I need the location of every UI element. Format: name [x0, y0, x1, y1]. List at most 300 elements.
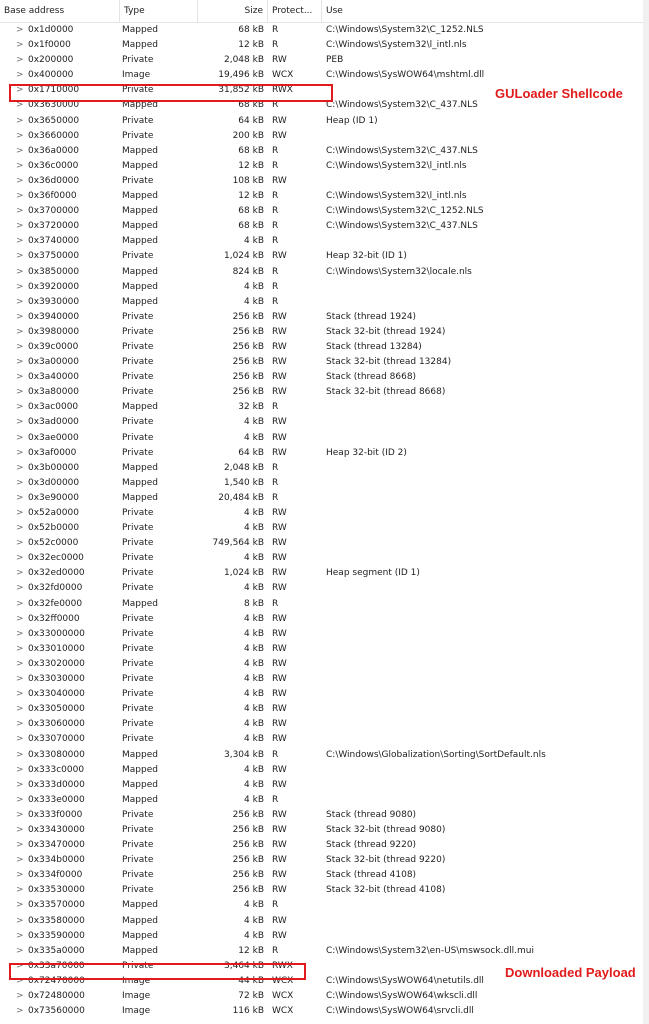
- table-row[interactable]: [0, 114, 643, 129]
- table-row[interactable]: [0, 521, 643, 536]
- base-address-cell: 0x33060000: [28, 719, 85, 730]
- type-cell: Mapped: [122, 221, 158, 232]
- protection-cell: RW: [272, 824, 287, 835]
- table-row[interactable]: [0, 189, 643, 204]
- use-cell: C:\Windows\System32\C_437.NLS: [326, 145, 478, 156]
- expand-arrow-icon[interactable]: >: [16, 191, 24, 202]
- expand-arrow-icon[interactable]: >: [16, 553, 24, 564]
- type-cell: Private: [122, 658, 154, 669]
- table-row[interactable]: [0, 612, 643, 627]
- expand-arrow-icon[interactable]: >: [16, 25, 24, 35]
- expand-arrow-icon[interactable]: >: [16, 100, 24, 111]
- expand-arrow-icon[interactable]: >: [16, 689, 24, 700]
- base-address-cell: 0x32fe0000: [28, 598, 83, 609]
- type-cell: Private: [122, 583, 154, 594]
- table-row[interactable]: [0, 53, 643, 68]
- size-cell: 4 kB: [244, 658, 264, 669]
- size-cell: 64 kB: [238, 447, 264, 458]
- base-address-cell: 0x3930000: [28, 296, 80, 307]
- type-cell: Private: [122, 326, 154, 337]
- use-cell: C:\Windows\System32\C_1252.NLS: [326, 206, 484, 217]
- expand-arrow-icon[interactable]: >: [16, 749, 24, 760]
- size-cell: 4 kB: [244, 764, 264, 775]
- type-cell: Mapped: [122, 40, 158, 51]
- size-cell: 4 kB: [244, 779, 264, 790]
- size-cell: 4 kB: [244, 734, 264, 745]
- expand-arrow-icon[interactable]: >: [16, 160, 24, 171]
- type-cell: Mapped: [122, 145, 158, 156]
- protection-cell: RW: [272, 115, 287, 126]
- size-cell: 256 kB: [232, 387, 264, 398]
- table-row[interactable]: [0, 265, 643, 280]
- protection-cell: R: [272, 402, 279, 413]
- base-address-cell: 0x33010000: [28, 643, 85, 654]
- expand-arrow-icon[interactable]: >: [16, 704, 24, 715]
- table-row[interactable]: [0, 249, 643, 264]
- expand-arrow-icon[interactable]: >: [16, 432, 24, 443]
- type-cell: Private: [122, 628, 154, 639]
- table-row[interactable]: [0, 581, 643, 596]
- protection-cell: R: [272, 477, 279, 488]
- base-address-cell: 0x335a0000: [28, 945, 85, 956]
- protection-cell: RW: [272, 613, 287, 624]
- expand-arrow-icon[interactable]: >: [16, 251, 24, 262]
- type-cell: Mapped: [122, 266, 158, 277]
- protection-cell: RW: [272, 508, 287, 518]
- base-address-cell: 0x3660000: [28, 130, 80, 141]
- expand-arrow-icon[interactable]: >: [16, 794, 24, 805]
- base-address-cell: 0x33070000: [28, 734, 85, 745]
- type-cell: Image: [122, 975, 151, 986]
- table-row[interactable]: [0, 174, 643, 189]
- expand-arrow-icon[interactable]: >: [16, 885, 24, 896]
- table-row[interactable]: [0, 853, 643, 868]
- table-row[interactable]: [0, 989, 643, 1004]
- expand-arrow-icon[interactable]: >: [16, 70, 24, 81]
- expand-arrow-icon[interactable]: >: [16, 809, 24, 820]
- size-cell: 4 kB: [244, 719, 264, 730]
- type-cell: Mapped: [122, 930, 158, 941]
- table-row[interactable]: [0, 944, 643, 959]
- table-row[interactable]: [0, 748, 643, 763]
- type-cell: Private: [122, 508, 154, 518]
- protection-cell: R: [272, 492, 279, 503]
- use-cell: C:\Windows\SysWOW64\srvcli.dll: [326, 1006, 474, 1017]
- column-header-size[interactable]: Size: [198, 0, 268, 22]
- size-cell: 68 kB: [238, 206, 264, 217]
- table-row[interactable]: [0, 385, 643, 400]
- table-row[interactable]: [0, 204, 643, 219]
- expand-arrow-icon[interactable]: >: [16, 658, 24, 669]
- protection-cell: RW: [272, 130, 287, 141]
- expand-arrow-icon[interactable]: >: [16, 764, 24, 775]
- expand-arrow-icon[interactable]: >: [16, 628, 24, 639]
- base-address-cell: 0x400000: [28, 70, 74, 81]
- type-cell: Mapped: [122, 100, 158, 111]
- size-cell: 256 kB: [232, 357, 264, 368]
- expand-arrow-icon[interactable]: >: [16, 598, 24, 609]
- size-cell: 4 kB: [244, 583, 264, 594]
- type-cell: Mapped: [122, 900, 158, 911]
- base-address-cell: 0x33050000: [28, 704, 85, 715]
- expand-arrow-icon[interactable]: >: [16, 991, 24, 1001]
- size-cell: 4 kB: [244, 508, 264, 518]
- base-address-cell: 0x333d0000: [28, 779, 85, 790]
- size-cell: 256 kB: [232, 809, 264, 820]
- base-address-cell: 0x36d0000: [28, 175, 80, 186]
- expand-arrow-icon[interactable]: >: [16, 326, 24, 337]
- type-cell: Private: [122, 130, 154, 141]
- table-row[interactable]: [0, 144, 643, 159]
- table-row[interactable]: [0, 340, 643, 355]
- expand-arrow-icon[interactable]: >: [16, 402, 24, 413]
- expand-arrow-icon[interactable]: >: [16, 477, 24, 488]
- size-cell: 1,024 kB: [223, 568, 264, 579]
- size-cell: 749,564 kB: [212, 538, 264, 549]
- size-cell: 68 kB: [238, 221, 264, 232]
- expand-arrow-icon[interactable]: >: [16, 855, 24, 866]
- expand-arrow-icon[interactable]: >: [16, 387, 24, 398]
- vertical-scrollbar[interactable]: [643, 0, 649, 1024]
- protection-cell: RWX: [272, 85, 293, 96]
- expand-arrow-icon[interactable]: >: [16, 508, 24, 518]
- table-row[interactable]: [0, 702, 643, 717]
- base-address-cell: 0x3a00000: [28, 357, 79, 368]
- table-row[interactable]: [0, 310, 643, 325]
- expand-arrow-icon[interactable]: >: [16, 930, 24, 941]
- type-cell: Mapped: [122, 477, 158, 488]
- use-cell: Stack 32-bit (thread 4108): [326, 885, 446, 896]
- table-row[interactable]: [0, 400, 643, 415]
- table-row[interactable]: [0, 129, 643, 144]
- table-row[interactable]: [0, 551, 643, 566]
- protection-cell: RWX: [272, 960, 293, 971]
- expand-arrow-icon[interactable]: >: [16, 960, 24, 971]
- table-row[interactable]: [0, 823, 643, 838]
- type-cell: Image: [122, 991, 151, 1001]
- table-row[interactable]: [0, 219, 643, 234]
- base-address-cell: 0x200000: [28, 55, 74, 66]
- protection-cell: RW: [272, 523, 287, 534]
- size-cell: 8 kB: [244, 598, 264, 609]
- base-address-cell: 0x3e90000: [28, 492, 79, 503]
- type-cell: Private: [122, 704, 154, 715]
- table-row[interactable]: [0, 657, 643, 672]
- protection-cell: RW: [272, 357, 287, 368]
- type-cell: Private: [122, 311, 154, 322]
- use-cell: Stack 32-bit (thread 8668): [326, 387, 446, 398]
- base-address-cell: 0x3d00000: [28, 477, 80, 488]
- table-row[interactable]: [0, 627, 643, 642]
- table-row[interactable]: [0, 23, 643, 38]
- use-cell: C:\Windows\System32\l_intl.nls: [326, 160, 467, 171]
- size-cell: 256 kB: [232, 870, 264, 881]
- expand-arrow-icon[interactable]: >: [16, 447, 24, 458]
- expand-arrow-icon[interactable]: >: [16, 840, 24, 851]
- column-header-use[interactable]: Use: [326, 6, 343, 16]
- type-cell: Private: [122, 372, 154, 383]
- base-address-cell: 0x33590000: [28, 930, 85, 941]
- type-cell: Mapped: [122, 764, 158, 775]
- table-row[interactable]: [0, 476, 643, 491]
- base-address-cell: 0x1f0000: [28, 40, 71, 51]
- protection-cell: R: [272, 25, 279, 35]
- size-cell: 4 kB: [244, 900, 264, 911]
- expand-arrow-icon[interactable]: >: [16, 945, 24, 956]
- expand-arrow-icon[interactable]: >: [16, 311, 24, 322]
- table-row[interactable]: [0, 838, 643, 853]
- table-row[interactable]: [0, 687, 643, 702]
- table-row[interactable]: [0, 295, 643, 310]
- size-cell: 12 kB: [238, 191, 264, 202]
- expand-arrow-icon[interactable]: >: [16, 85, 24, 96]
- type-cell: Private: [122, 251, 154, 262]
- table-row[interactable]: [0, 1004, 643, 1019]
- use-cell: C:\Windows\System32\C_1252.NLS: [326, 25, 484, 35]
- expand-arrow-icon[interactable]: >: [16, 523, 24, 534]
- expand-arrow-icon[interactable]: >: [16, 40, 24, 51]
- type-cell: Mapped: [122, 492, 158, 503]
- expand-arrow-icon[interactable]: >: [16, 296, 24, 307]
- protection-cell: RW: [272, 55, 287, 66]
- expand-arrow-icon[interactable]: >: [16, 824, 24, 835]
- table-row[interactable]: [0, 929, 643, 944]
- protection-cell: RW: [272, 930, 287, 941]
- use-cell: C:\Windows\System32\l_intl.nls: [326, 40, 467, 51]
- use-cell: Heap (ID 1): [326, 115, 378, 126]
- protection-cell: RW: [272, 341, 287, 352]
- expand-arrow-icon[interactable]: >: [16, 900, 24, 911]
- expand-arrow-icon[interactable]: >: [16, 357, 24, 368]
- protection-cell: RW: [272, 628, 287, 639]
- base-address-cell: 0x1d0000: [28, 25, 74, 35]
- size-cell: 256 kB: [232, 855, 264, 866]
- protection-cell: R: [272, 236, 279, 247]
- base-address-cell: 0x72470000: [28, 975, 85, 986]
- type-cell: Mapped: [122, 25, 158, 35]
- table-row[interactable]: [0, 159, 643, 174]
- protection-cell: RW: [272, 568, 287, 579]
- type-cell: Private: [122, 643, 154, 654]
- size-cell: 4 kB: [244, 674, 264, 685]
- expand-arrow-icon[interactable]: >: [16, 643, 24, 654]
- type-cell: Private: [122, 115, 154, 126]
- expand-arrow-icon[interactable]: >: [16, 568, 24, 579]
- expand-arrow-icon[interactable]: >: [16, 206, 24, 217]
- table-row[interactable]: [0, 793, 643, 808]
- use-cell: Stack 32-bit (thread 9220): [326, 855, 446, 866]
- size-cell: 256 kB: [232, 311, 264, 322]
- column-header-type[interactable]: Type: [120, 0, 198, 22]
- table-row[interactable]: [0, 808, 643, 823]
- table-row[interactable]: [0, 38, 643, 53]
- size-cell: 256 kB: [232, 885, 264, 896]
- size-cell: 64 kB: [238, 115, 264, 126]
- table-row[interactable]: [0, 898, 643, 913]
- table-row[interactable]: [0, 431, 643, 446]
- table-row[interactable]: [0, 566, 643, 581]
- protection-cell: RW: [272, 870, 287, 881]
- expand-arrow-icon[interactable]: >: [16, 538, 24, 549]
- type-cell: Private: [122, 613, 154, 624]
- expand-arrow-icon[interactable]: >: [16, 221, 24, 232]
- expand-arrow-icon[interactable]: >: [16, 145, 24, 156]
- protection-cell: RW: [272, 704, 287, 715]
- protection-cell: RW: [272, 915, 287, 926]
- use-cell: C:\Windows\SysWOW64\netutils.dll: [326, 975, 484, 986]
- table-row[interactable]: [0, 370, 643, 385]
- table-row[interactable]: [0, 461, 643, 476]
- protection-cell: RW: [272, 553, 287, 564]
- size-cell: 68 kB: [238, 145, 264, 156]
- use-cell: Stack (thread 8668): [326, 372, 417, 383]
- expand-arrow-icon[interactable]: >: [16, 870, 24, 881]
- base-address-cell: 0x72480000: [28, 991, 85, 1001]
- expand-arrow-icon[interactable]: >: [16, 975, 24, 986]
- expand-arrow-icon[interactable]: >: [16, 130, 24, 141]
- expand-arrow-icon[interactable]: >: [16, 175, 24, 186]
- table-row[interactable]: [0, 732, 643, 747]
- base-address-cell: 0x52a0000: [28, 508, 79, 518]
- use-cell: Stack 32-bit (thread 13284): [326, 357, 452, 368]
- expand-arrow-icon[interactable]: >: [16, 236, 24, 247]
- type-cell: Private: [122, 553, 154, 564]
- type-cell: Private: [122, 55, 154, 66]
- table-row[interactable]: [0, 883, 643, 898]
- expand-arrow-icon[interactable]: >: [16, 915, 24, 926]
- use-cell: C:\Windows\System32\C_437.NLS: [326, 100, 478, 111]
- protection-cell: R: [272, 160, 279, 171]
- use-cell: Heap 32-bit (ID 1): [326, 251, 407, 262]
- table-row[interactable]: [0, 868, 643, 883]
- size-cell: 4 kB: [244, 704, 264, 715]
- protection-cell: R: [272, 462, 279, 473]
- column-header-protection[interactable]: Protect...: [268, 0, 322, 22]
- protection-cell: R: [272, 281, 279, 292]
- size-cell: 68 kB: [238, 100, 264, 111]
- table-row[interactable]: [0, 68, 643, 83]
- table-row[interactable]: [0, 491, 643, 506]
- size-cell: 1,540 kB: [223, 477, 264, 488]
- type-cell: Mapped: [122, 191, 158, 202]
- expand-arrow-icon[interactable]: >: [16, 719, 24, 730]
- payload-annotation: Downloaded Payload: [505, 965, 636, 980]
- protection-cell: RW: [272, 387, 287, 398]
- base-address-cell: 0x32ec0000: [28, 553, 84, 564]
- use-cell: C:\Windows\System32\C_437.NLS: [326, 221, 478, 232]
- protection-cell: RW: [272, 251, 287, 262]
- protection-cell: R: [272, 40, 279, 51]
- table-row[interactable]: [0, 355, 643, 370]
- base-address-cell: 0x32ed0000: [28, 568, 85, 579]
- expand-arrow-icon[interactable]: >: [16, 462, 24, 473]
- protection-cell: R: [272, 794, 279, 805]
- size-cell: 256 kB: [232, 326, 264, 337]
- protection-cell: R: [272, 900, 279, 911]
- size-cell: 4 kB: [244, 643, 264, 654]
- base-address-cell: 0x33580000: [28, 915, 85, 926]
- base-address-cell: 0x73560000: [28, 1006, 85, 1017]
- expand-arrow-icon[interactable]: >: [16, 492, 24, 503]
- base-address-cell: 0x33030000: [28, 674, 85, 685]
- table-row[interactable]: [0, 914, 643, 929]
- expand-arrow-icon[interactable]: >: [16, 341, 24, 352]
- base-address-cell: 0x3ac0000: [28, 402, 79, 413]
- table-row[interactable]: [0, 446, 643, 461]
- type-cell: Private: [122, 538, 154, 549]
- expand-arrow-icon[interactable]: >: [16, 417, 24, 428]
- base-address-cell: 0x3920000: [28, 281, 80, 292]
- size-cell: 200 kB: [232, 130, 264, 141]
- expand-arrow-icon[interactable]: >: [16, 115, 24, 126]
- table-row[interactable]: [0, 325, 643, 340]
- size-cell: 3,464 kB: [223, 960, 264, 971]
- table-row[interactable]: [0, 234, 643, 249]
- expand-arrow-icon[interactable]: >: [16, 281, 24, 292]
- table-row[interactable]: [0, 597, 643, 612]
- table-row[interactable]: [0, 506, 643, 521]
- type-cell: Private: [122, 870, 154, 881]
- protection-cell: RW: [272, 885, 287, 896]
- base-address-cell: 0x3750000: [28, 251, 80, 262]
- expand-arrow-icon[interactable]: >: [16, 372, 24, 383]
- expand-arrow-icon[interactable]: >: [16, 1006, 24, 1017]
- expand-arrow-icon[interactable]: >: [16, 55, 24, 66]
- table-row[interactable]: [0, 717, 643, 732]
- base-address-cell: 0x333c0000: [28, 764, 85, 775]
- protection-cell: R: [272, 598, 279, 609]
- type-cell: Mapped: [122, 598, 158, 609]
- base-address-cell: 0x3940000: [28, 311, 80, 322]
- expand-arrow-icon[interactable]: >: [16, 674, 24, 685]
- table-row[interactable]: [0, 778, 643, 793]
- use-cell: C:\Windows\SysWOW64\wkscli.dll: [326, 991, 478, 1001]
- protection-cell: RW: [272, 417, 287, 428]
- table-row[interactable]: [0, 415, 643, 430]
- protection-cell: R: [272, 145, 279, 156]
- base-address-cell: 0x3ad0000: [28, 417, 79, 428]
- base-address-cell: 0x3650000: [28, 115, 80, 126]
- table-row[interactable]: [0, 672, 643, 687]
- column-header-base-address[interactable]: Base address: [0, 0, 120, 22]
- expand-arrow-icon[interactable]: >: [16, 613, 24, 624]
- table-row[interactable]: [0, 536, 643, 551]
- type-cell: Mapped: [122, 236, 158, 247]
- protection-cell: R: [272, 945, 279, 956]
- protection-cell: R: [272, 749, 279, 760]
- base-address-cell: 0x3700000: [28, 206, 80, 217]
- size-cell: 12 kB: [238, 160, 264, 171]
- column-header-bar: [0, 0, 643, 23]
- expand-arrow-icon[interactable]: >: [16, 734, 24, 745]
- use-cell: Stack (thread 1924): [326, 311, 417, 322]
- table-row[interactable]: [0, 280, 643, 295]
- protection-cell: R: [272, 221, 279, 232]
- expand-arrow-icon[interactable]: >: [16, 266, 24, 277]
- size-cell: 256 kB: [232, 372, 264, 383]
- use-cell: PEB: [326, 55, 344, 66]
- table-row[interactable]: [0, 763, 643, 778]
- use-cell: C:\Windows\System32\locale.nls: [326, 266, 472, 277]
- size-cell: 108 kB: [232, 175, 264, 186]
- size-cell: 72 kB: [238, 991, 264, 1001]
- table-row[interactable]: [0, 642, 643, 657]
- base-address-cell: 0x39c0000: [28, 341, 79, 352]
- expand-arrow-icon[interactable]: >: [16, 583, 24, 594]
- type-cell: Mapped: [122, 402, 158, 413]
- base-address-cell: 0x32ff0000: [28, 613, 80, 624]
- expand-arrow-icon[interactable]: >: [16, 779, 24, 790]
